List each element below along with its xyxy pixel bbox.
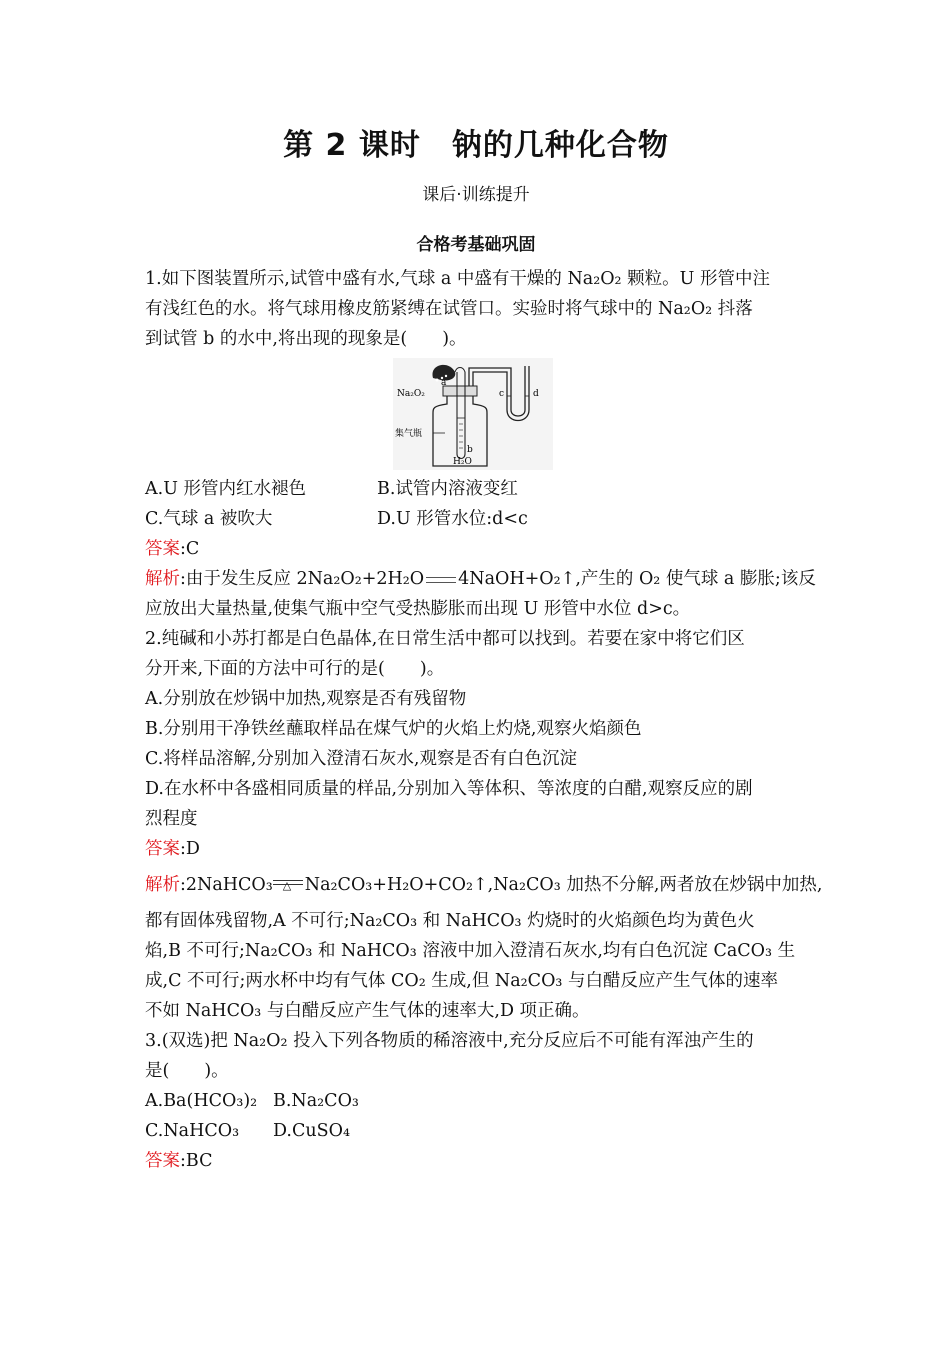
answer-value: :D [180, 839, 200, 859]
question-content [145, 264, 823, 1176]
q3-option-a: A.Ba(HCO₃)₂ [145, 1091, 258, 1111]
page-subtitle: 课后·训练提升 [422, 185, 530, 205]
label-a: a [441, 378, 447, 388]
answer-label: 答案 [145, 839, 180, 859]
q3-option-d: D.CuSO₄ [273, 1121, 350, 1141]
q1-option-d: D.U 形管水位:d<c [377, 509, 528, 529]
analysis-text: :由于发生反应 2Na₂O₂+2H₂O [180, 569, 425, 589]
q1-option-a: A.U 形管内红水褪色 [145, 479, 307, 499]
q1-options-row [145, 474, 810, 504]
q2-answer [145, 834, 810, 864]
q3-option-c: C.NaHCO₃ [145, 1121, 240, 1141]
q2-analysis-line: 都有固体残留物,A 不可行;Na₂CO₃ 和 NaHCO₃ 灼烧时的火焰颜色均为黄色火 [145, 911, 755, 931]
answer-label: 答案 [145, 1151, 180, 1171]
analysis-text: :2NaHCO₃ [180, 875, 273, 895]
q1-option-c: C.气球 a 被吹大 [145, 509, 273, 529]
q2-analysis-line [145, 864, 823, 906]
q1-stem-line: 有浅红色的水。将气球用橡皮筋紧缚在试管口。实验时将气球中的 Na₂O₂ 抖落 [145, 299, 753, 319]
label-h2o: H₂O [453, 457, 472, 467]
q1-stem-line: 到试管 b 的水中,将出现的现象是( )。 [145, 329, 467, 349]
q2-analysis-line: 成,C 不可行;两水杯中均有气体 CO₂ 生成,但 Na₂CO₃ 与白醋反应产生气体的速率 [145, 971, 778, 991]
q2-option-a: A.分别放在炒锅中加热,观察是否有残留物 [145, 689, 467, 709]
equals-sign [426, 577, 456, 583]
q3-option-b: B.Na₂CO₃ [273, 1091, 359, 1111]
analysis-label: 解析 [145, 569, 180, 589]
q3-answer [145, 1146, 810, 1176]
q2-option-d-cont: 烈程度 [145, 809, 198, 829]
q2-stem-line: 分开来,下面的方法中可行的是( )。 [145, 659, 445, 679]
label-bottle: 集气瓶 [395, 429, 423, 439]
q2-option-d: D.在水杯中各盛相同质量的样品,分别加入等体积、等浓度的白醋,观察反应的剧 [145, 779, 753, 799]
q1-option-b: B.试管内溶液变红 [377, 479, 518, 499]
q3-stem-line: 3.(双选)把 Na₂O₂ 投入下列各物质的稀溶液中,充分反应后不可能有浑浊产生的 [145, 1031, 754, 1051]
apparatus-diagram [393, 358, 553, 470]
q2-analysis-line: 焰,B 不可行;Na₂CO₃ 和 NaHCO₃ 溶液中加入澄清石灰水,均有白色沉淀 CaCO₃ 生 [145, 941, 796, 961]
q1-options-row [145, 504, 810, 534]
q3-options-row [145, 1086, 810, 1116]
section-heading: 合格考基础巩固 [416, 235, 536, 255]
heat-triangle-icon: △ [282, 878, 292, 892]
q3-options-row [145, 1116, 810, 1146]
answer-value: :BC [180, 1151, 213, 1171]
q1-answer [145, 534, 810, 564]
answer-label: 答案 [145, 539, 180, 559]
q2-stem-line: 2.纯碱和小苏打都是白色晶体,在日常生活中都可以找到。若要在家中将它们区 [145, 629, 745, 649]
q1-stem-line: 1.如下图装置所示,试管中盛有水,气球 a 中盛有干燥的 Na₂O₂ 颗粒。U 形管中注 [145, 269, 770, 289]
q2-option-b: B.分别用干净铁丝蘸取样品在煤气炉的火焰上灼烧,观察火焰颜色 [145, 719, 642, 739]
q1-apparatus-figure [145, 358, 810, 472]
analysis-text: 4NaOH+O₂↑,产生的 O₂ 使气球 a 膨胀;该反 [458, 569, 816, 589]
q1-analysis-line [145, 564, 816, 594]
label-na2o2: Na₂O₂ [397, 389, 425, 399]
answer-value: :C [180, 539, 200, 559]
q1-analysis-line: 应放出大量热量,使集气瓶中空气受热膨胀而出现 U 形管中水位 d>c。 [145, 599, 691, 619]
heat-condition [273, 879, 305, 893]
analysis-text: Na₂CO₃+H₂O+CO₂↑,Na₂CO₃ 加热不分解,两者放在炒锅中加热, [304, 875, 823, 895]
q3-stem-line: 是( )。 [145, 1061, 229, 1081]
label-d: d [533, 389, 539, 399]
q2-option-c: C.将样品溶解,分别加入澄清石灰水,观察是否有白色沉淀 [145, 749, 577, 769]
q2-analysis-line: 不如 NaHCO₃ 与白醋反应产生气体的速率大,D 项正确。 [145, 1001, 590, 1021]
page-title: 第 2 课时 钠的几种化合物 [283, 128, 669, 163]
label-b: b [467, 445, 473, 455]
analysis-label: 解析 [145, 875, 180, 895]
label-c: c [499, 389, 505, 399]
